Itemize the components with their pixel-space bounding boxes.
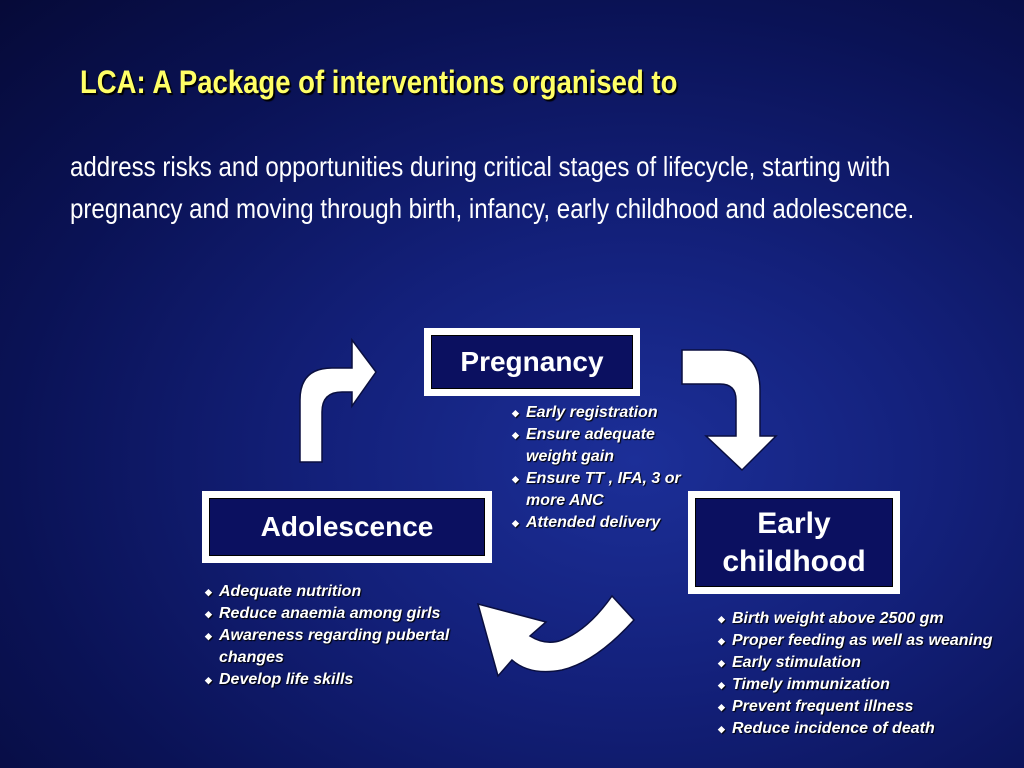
list-item: ◆ Early registration [512, 402, 694, 424]
list-item: ◆ Ensure adequate weight gain [512, 424, 694, 468]
list-item: ◆ Timely immunization [718, 674, 1008, 696]
adolescence-interventions-list [205, 581, 455, 691]
slide-title: LCA: A Package of interventions organised to [80, 64, 678, 100]
early-childhood-interventions-list [718, 608, 1008, 740]
list-item: ◆ Early stimulation [718, 652, 1008, 674]
list-item: ◆ Awareness regarding pubertal changes [205, 625, 455, 669]
list-item: ◆ Develop life skills [205, 669, 455, 691]
pregnancy-box [424, 328, 640, 396]
arrow-adolescence-to-pregnancy [300, 340, 376, 462]
list-item: ◆ Reduce anaemia among girls [205, 603, 455, 625]
adolescence-box [202, 491, 492, 563]
adolescence-label: Adolescence [260, 511, 434, 542]
early-childhood-box [688, 491, 900, 594]
arrow-pregnancy-to-early-childhood [682, 350, 776, 470]
list-item: ◆ Birth weight above 2500 gm [718, 608, 1008, 630]
intro-text: address risks and opportunities during critical stages of lifecycle, starting with pregnancy and moving through birth, infancy, early childhood and adolescence. [70, 151, 915, 224]
list-item: ◆ Adequate nutrition [205, 581, 455, 603]
list-item: ◆ Prevent frequent illness [718, 696, 1008, 718]
list-item: ◆ Ensure TT , IFA, 3 or more ANC [512, 468, 694, 512]
early-childhood-label: Early childhood [722, 506, 866, 578]
list-item: ◆ Reduce incidence of death [718, 718, 1008, 740]
pregnancy-label: Pregnancy [460, 346, 604, 377]
list-item: ◆ Proper feeding as well as weaning [718, 630, 1008, 652]
arrow-early-childhood-to-adolescence [478, 596, 634, 676]
list-item: ◆ Attended delivery [512, 512, 694, 534]
pregnancy-interventions-list [512, 402, 694, 534]
